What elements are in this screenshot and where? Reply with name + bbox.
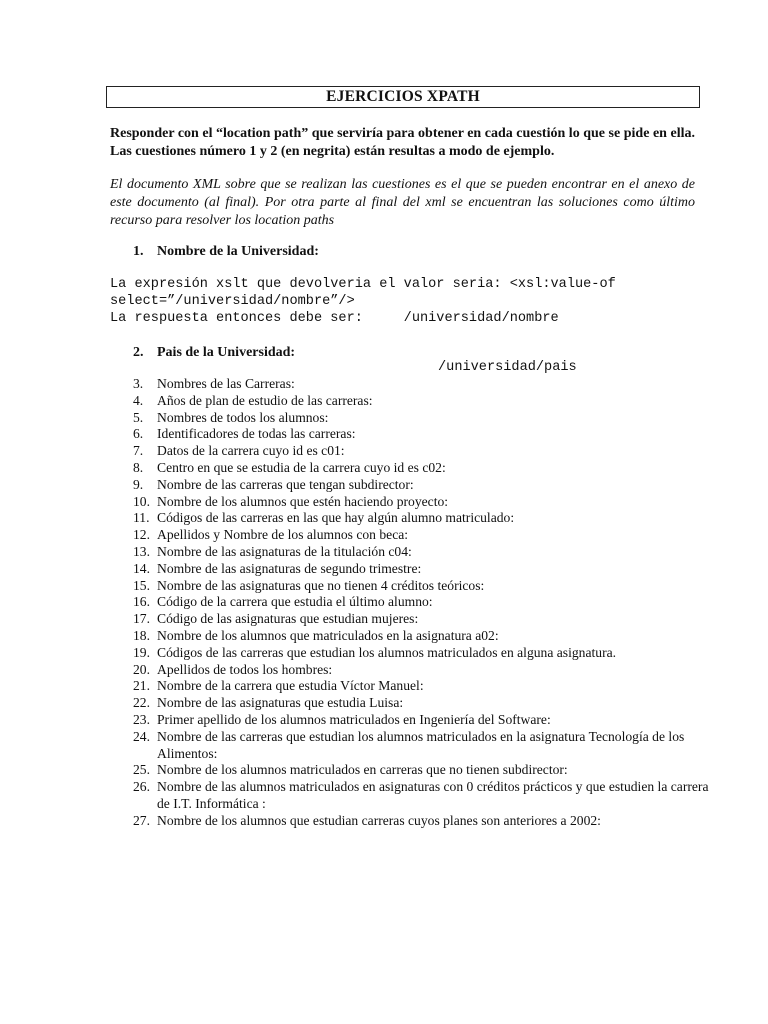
question-item bbox=[133, 712, 713, 729]
question-text: Nombre de los alumnos que estudian carreras cuyos planes son anteriores a 2002: bbox=[157, 812, 601, 828]
question-text: Apellidos de todos los hombres: bbox=[157, 661, 333, 677]
question-1 bbox=[133, 244, 319, 260]
question-text: Nombre de los alumnos matriculados en carreras que no tienen subdirector: bbox=[157, 762, 568, 778]
question-item bbox=[133, 494, 713, 511]
question-text: Nombre de las carreras que tengan subdirector: bbox=[157, 476, 414, 492]
question-number: 7. bbox=[133, 443, 144, 459]
question-text: Años de plan de estudio de las carreras: bbox=[157, 392, 373, 408]
question-number: 9. bbox=[133, 476, 144, 492]
question-number: 18. bbox=[133, 627, 150, 643]
question-item bbox=[133, 477, 713, 494]
question-text: Apellidos y Nombre de los alumnos con beca: bbox=[157, 527, 409, 543]
question-item bbox=[133, 527, 713, 544]
question-list bbox=[133, 376, 713, 830]
question-item bbox=[133, 426, 713, 443]
question-number: 22. bbox=[133, 695, 150, 711]
question-item bbox=[133, 578, 713, 595]
question-number: 19. bbox=[133, 644, 150, 660]
question-text: Nombre de los alumnos que estén haciendo proyecto: bbox=[157, 493, 449, 509]
question-item bbox=[133, 544, 713, 561]
question-text: Nombre de las asignaturas que estudia Luisa: bbox=[157, 695, 404, 711]
question-number: 1. bbox=[133, 244, 144, 259]
question-number: 25. bbox=[133, 762, 150, 778]
question-item bbox=[133, 443, 713, 460]
question-number: 26. bbox=[133, 779, 150, 795]
question-number: 11. bbox=[133, 510, 150, 526]
question-text: Código de la carrera que estudia el último alumno: bbox=[157, 594, 433, 610]
question-number: 16. bbox=[133, 594, 150, 610]
question-number: 8. bbox=[133, 459, 144, 475]
example-line-2: select=”/universidad/nombre”/> bbox=[110, 294, 355, 309]
question-number: 27. bbox=[133, 812, 150, 828]
question-2 bbox=[133, 345, 295, 361]
question-item bbox=[133, 376, 713, 393]
question-item bbox=[133, 460, 713, 477]
title-box bbox=[106, 86, 700, 108]
question-text: Código de las asignaturas que estudian mujeres: bbox=[157, 611, 419, 627]
question-number: 21. bbox=[133, 678, 150, 694]
question-number: 10. bbox=[133, 493, 150, 509]
question-text: Identificadores de todas las carreras: bbox=[157, 426, 356, 442]
question-number: 23. bbox=[133, 711, 150, 727]
question-number: 2. bbox=[133, 345, 144, 360]
question-text: Centro en que se estudia de la carrera cuyo id es c02: bbox=[157, 459, 446, 475]
question-item bbox=[133, 393, 713, 410]
question-number: 6. bbox=[133, 426, 144, 442]
page-title: EJERCICIOS XPATH bbox=[326, 88, 480, 105]
question-text: Pais de la Universidad: bbox=[157, 345, 296, 360]
question-number: 20. bbox=[133, 661, 150, 677]
question-text: Nombre de las asignaturas de la titulación c04: bbox=[157, 543, 412, 559]
question-2-answer: /universidad/pais bbox=[438, 360, 577, 375]
question-text: Nombre de los alumnos que matriculados en la asignatura a02: bbox=[157, 627, 499, 643]
question-text: Datos de la carrera cuyo id es c01: bbox=[157, 443, 345, 459]
intro-instructions: Responder con el “location path” que serviría para obtener en cada cuestión lo que se pide en ella. Las cuestiones número 1 y 2 (en negrita) están resultas a modo de ejemplo. bbox=[110, 126, 695, 159]
question-text: Nombre de las asignaturas que no tienen 4 créditos teóricos: bbox=[157, 577, 485, 593]
question-text: Nombre de las carreras que estudian los alumnos matriculados en la asignatura Tecnología de los Alimentos: bbox=[157, 728, 685, 761]
question-text: Nombre de las asignaturas de segundo trimestre: bbox=[157, 560, 422, 576]
question-number: 14. bbox=[133, 560, 150, 576]
question-item bbox=[133, 779, 713, 813]
question-item bbox=[133, 813, 713, 830]
intro-note: El documento XML sobre que se realizan las cuestiones es el que se pueden encontrar en el anexo de este documento (al final). Por otra parte al final del xml se encuentran las soluciones como último recurso para resolver los location paths bbox=[110, 177, 695, 228]
question-item bbox=[133, 561, 713, 578]
question-number: 4. bbox=[133, 392, 144, 408]
question-text: Nombres de las Carreras: bbox=[157, 376, 295, 391]
question-text: Primer apellido de los alumnos matriculados en Ingeniería del Software: bbox=[157, 711, 551, 727]
question-item bbox=[133, 762, 713, 779]
question-item bbox=[133, 662, 713, 679]
question-number: 17. bbox=[133, 611, 150, 627]
question-number: 3. bbox=[133, 376, 144, 391]
question-number: 24. bbox=[133, 728, 150, 744]
example-line-3: La respuesta entonces debe ser: /universidad/nombre bbox=[110, 311, 559, 326]
question-text: Nombres de todos los alumnos: bbox=[157, 409, 329, 425]
question-item bbox=[133, 611, 713, 628]
question-number: 12. bbox=[133, 527, 150, 543]
question-text: Códigos de las carreras que estudian los alumnos matriculados en alguna asignatura. bbox=[157, 644, 617, 660]
question-number: 5. bbox=[133, 409, 144, 425]
question-number: 13. bbox=[133, 543, 150, 559]
example-line-1: La expresión xslt que devolveria el valor seria: <xsl:value-of bbox=[110, 277, 616, 292]
question-text: Códigos de las carreras en las que hay algún alumno matriculado: bbox=[157, 510, 515, 526]
question-item bbox=[133, 628, 713, 645]
question-item bbox=[133, 695, 713, 712]
question-text: Nombre de las alumnos matriculados en asignaturas con 0 créditos prácticos y que estudien la carrera de I.T. Informática : bbox=[157, 779, 709, 811]
question-number: 15. bbox=[133, 577, 150, 593]
question-item bbox=[133, 729, 713, 763]
question-item bbox=[133, 678, 713, 695]
question-item bbox=[133, 645, 713, 662]
question-text: Nombre de la Universidad: bbox=[157, 244, 319, 259]
question-item bbox=[133, 594, 713, 611]
question-text: Nombre de la carrera que estudia Víctor Manuel: bbox=[157, 678, 424, 694]
question-item bbox=[133, 410, 713, 427]
question-item bbox=[133, 510, 713, 527]
